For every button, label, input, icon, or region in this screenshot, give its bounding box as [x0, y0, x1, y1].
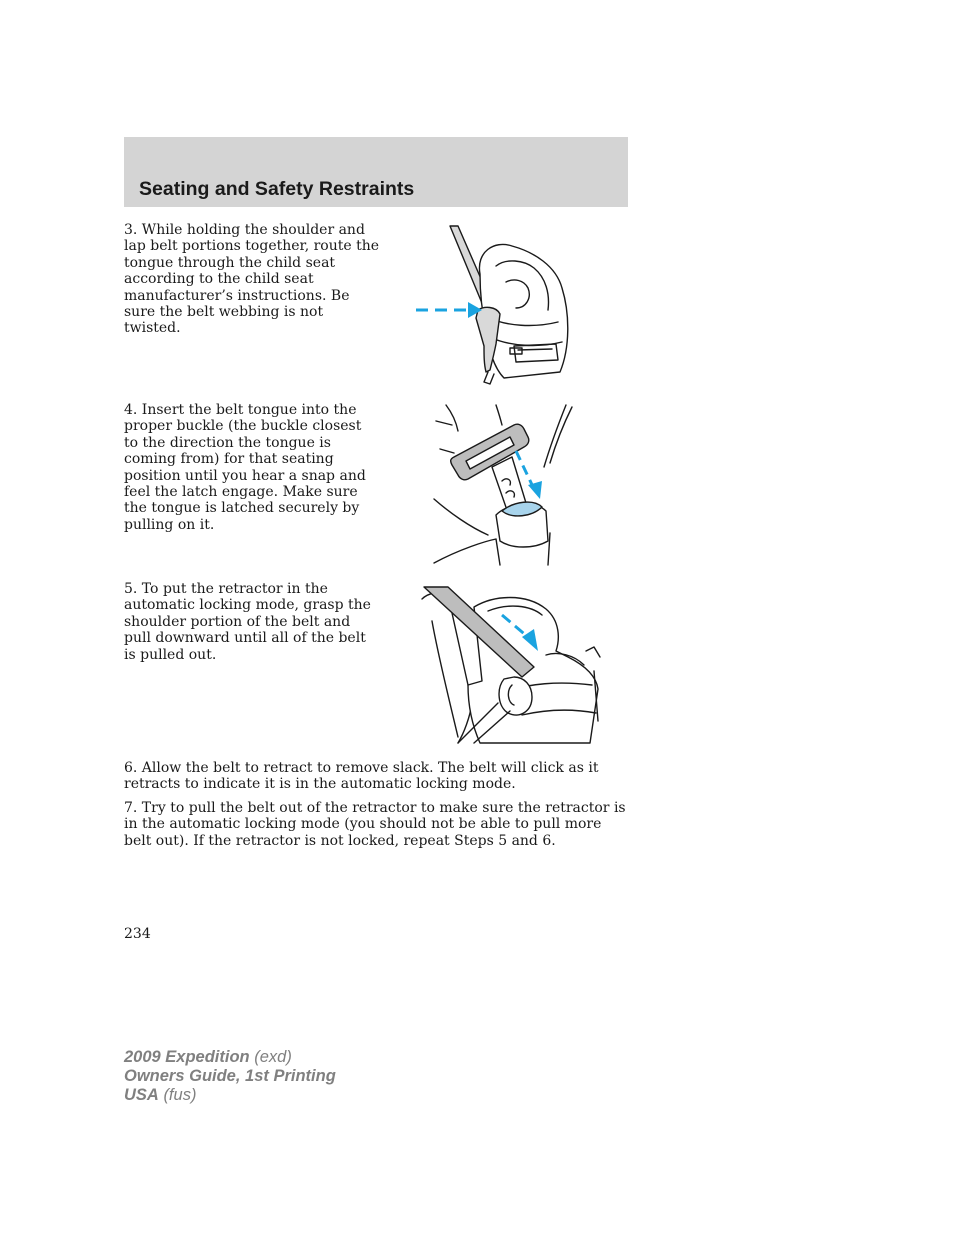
- document-footer: [124, 1048, 336, 1105]
- footer-line-1: [124, 1048, 336, 1067]
- child-seat-belt-routing-illustration: [410, 222, 580, 388]
- footer-model-code: (exd): [254, 1048, 292, 1066]
- step-4-text: 4. Insert the belt tongue into the proper buckle (the buckle closest to the direction the tongue is coming from) for that seating position until you hear a snap and feel the latch engage. Make sure the tongue is latched securely by pulling on it.: [124, 402, 366, 533]
- footer-guide-printing: Owners Guide, 1st Printing: [124, 1067, 336, 1085]
- section-title: Seating and Safety Restraints: [139, 178, 415, 200]
- step-3-text: 3. While holding the shoulder and lap belt portions together, route the tongue through the child seat according to the child seat manufacturer’s instructions. Be sure the belt webbing is not twisted.: [124, 222, 380, 337]
- footer-market: USA: [124, 1086, 159, 1104]
- step-6-text: 6. Allow the belt to retract to remove slack. The belt will click as it retracts to indicate it is in the automatic locking mode.: [124, 760, 599, 793]
- footer-line-2: [124, 1067, 336, 1086]
- footer-model: 2009 Expedition: [124, 1048, 250, 1066]
- buckle-insertion-illustration: [430, 403, 580, 569]
- step-7-text: 7. Try to pull the belt out of the retractor to make sure the retractor is in the automatic locking mode (you should not be able to pull more belt out). If the retractor is not locked, repeat Steps 5 and 6.: [124, 800, 626, 849]
- section-header: [124, 137, 628, 207]
- page-number: 234: [124, 926, 151, 942]
- retractor-locking-illustration: [418, 585, 602, 747]
- step-5-text: 5. To put the retractor in the automatic locking mode, grasp the shoulder portion of the belt and pull downward until all of the belt is pulled out.: [124, 581, 371, 663]
- footer-market-code: (fus): [163, 1086, 197, 1104]
- footer-line-3: [124, 1086, 336, 1105]
